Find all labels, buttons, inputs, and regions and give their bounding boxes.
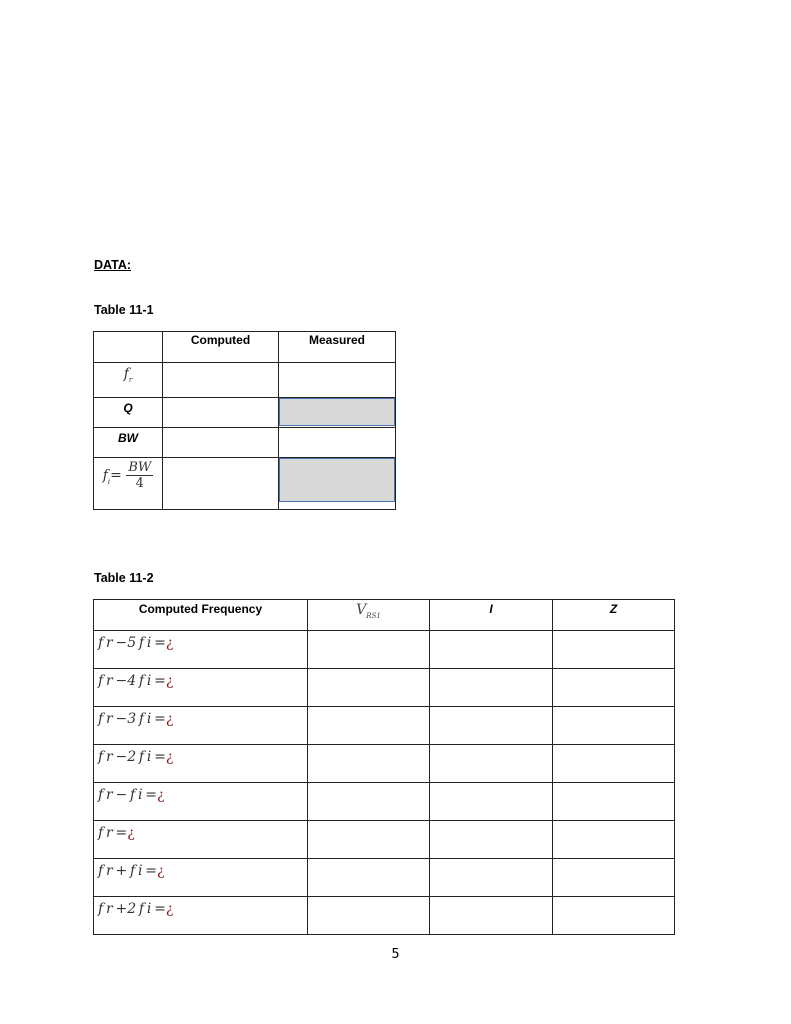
table-row xyxy=(94,897,675,935)
fi-computed-cell[interactable] xyxy=(163,458,279,510)
frequency-expression: f r − f i = xyxy=(98,787,157,803)
header-measured: Measured xyxy=(279,332,396,363)
z-cell[interactable] xyxy=(553,897,675,935)
frequency-expression: f r −5 f i = xyxy=(98,635,166,651)
table-row xyxy=(94,821,675,859)
placeholder-mark: ¿ xyxy=(127,825,135,841)
z-cell[interactable] xyxy=(553,821,675,859)
z-cell[interactable] xyxy=(553,707,675,745)
table-row xyxy=(94,631,675,669)
computed-frequency-cell xyxy=(94,669,308,707)
computed-frequency-cell xyxy=(94,783,308,821)
i-cell[interactable] xyxy=(430,631,553,669)
header-vrs1: $V_{RS1}$ xyxy=(308,600,430,631)
placeholder-mark: ¿ xyxy=(156,863,165,879)
table-row xyxy=(94,859,675,897)
vrs1-cell[interactable] xyxy=(308,897,430,935)
table-row xyxy=(94,398,396,428)
fr-measured-cell[interactable] xyxy=(279,363,396,398)
computed-frequency-cell xyxy=(94,897,308,935)
page-number: 5 xyxy=(391,947,400,962)
i-cell[interactable] xyxy=(430,745,553,783)
bw-computed-cell[interactable] xyxy=(163,428,279,458)
fi-measured-cell xyxy=(279,458,396,510)
i-cell[interactable] xyxy=(430,783,553,821)
computed-frequency-cell xyxy=(94,745,308,783)
frequency-expression: f r −3 f i = xyxy=(98,711,166,727)
computed-frequency-cell xyxy=(94,707,308,745)
header-computed-frequency: Computed Frequency xyxy=(94,600,308,631)
z-cell[interactable] xyxy=(553,859,675,897)
z-cell[interactable] xyxy=(553,631,675,669)
placeholder-mark: ¿ xyxy=(165,749,174,765)
i-cell[interactable] xyxy=(430,669,553,707)
computed-frequency-cell xyxy=(94,631,308,669)
placeholder-mark: ¿ xyxy=(165,635,174,651)
shaded-block xyxy=(279,458,395,502)
table-11-1-title: Table 11-1 xyxy=(94,303,154,317)
placeholder-mark: ¿ xyxy=(165,901,174,917)
table-row xyxy=(94,745,675,783)
vrs1-cell[interactable] xyxy=(308,631,430,669)
shaded-block xyxy=(279,398,395,426)
header-i: I xyxy=(430,600,553,631)
z-cell[interactable] xyxy=(553,783,675,821)
z-cell[interactable] xyxy=(553,669,675,707)
vrs1-cell[interactable] xyxy=(308,783,430,821)
q-computed-cell[interactable] xyxy=(163,398,279,428)
z-cell[interactable] xyxy=(553,745,675,783)
bw-measured-cell[interactable] xyxy=(279,428,396,458)
table-row xyxy=(94,363,396,398)
table-row xyxy=(94,669,675,707)
computed-frequency-cell xyxy=(94,859,308,897)
i-cell[interactable] xyxy=(430,859,553,897)
row-label-fr: $f_r$ xyxy=(94,363,163,398)
table-row xyxy=(94,428,396,458)
placeholder-mark: ¿ xyxy=(156,787,165,803)
header-computed: Computed xyxy=(163,332,279,363)
table-row xyxy=(94,707,675,745)
header-empty xyxy=(94,332,163,363)
table-row xyxy=(94,783,675,821)
i-cell[interactable] xyxy=(430,897,553,935)
table-11-1 xyxy=(93,331,396,510)
row-label-fi: $f_i=$ $\frac{BW}{4}$ xyxy=(94,458,163,510)
vrs1-cell[interactable] xyxy=(308,821,430,859)
i-cell[interactable] xyxy=(430,821,553,859)
frequency-expression: f r = xyxy=(98,825,128,841)
vrs1-cell[interactable] xyxy=(308,707,430,745)
table-11-2-title: Table 11-2 xyxy=(94,571,154,585)
vrs1-cell[interactable] xyxy=(308,669,430,707)
table-header-row xyxy=(94,332,396,363)
frequency-expression: f r + f i = xyxy=(98,863,157,879)
row-label-q: Q xyxy=(94,398,163,428)
q-measured-cell xyxy=(279,398,396,428)
placeholder-mark: ¿ xyxy=(165,711,174,727)
fr-computed-cell[interactable] xyxy=(163,363,279,398)
placeholder-mark: ¿ xyxy=(165,673,174,689)
computed-frequency-cell xyxy=(94,821,308,859)
table-row xyxy=(94,458,396,510)
frequency-expression: f r −4 f i = xyxy=(98,673,166,689)
table-11-2 xyxy=(93,599,675,935)
frequency-expression: f r +2 f i = xyxy=(98,901,166,917)
vrs1-cell[interactable] xyxy=(308,859,430,897)
i-cell[interactable] xyxy=(430,707,553,745)
data-heading: DATA: xyxy=(94,258,132,272)
table-header-row xyxy=(94,600,675,631)
row-label-bw: BW xyxy=(94,428,163,458)
vrs1-cell[interactable] xyxy=(308,745,430,783)
frequency-expression: f r −2 f i = xyxy=(98,749,166,765)
header-z: Z xyxy=(553,600,675,631)
